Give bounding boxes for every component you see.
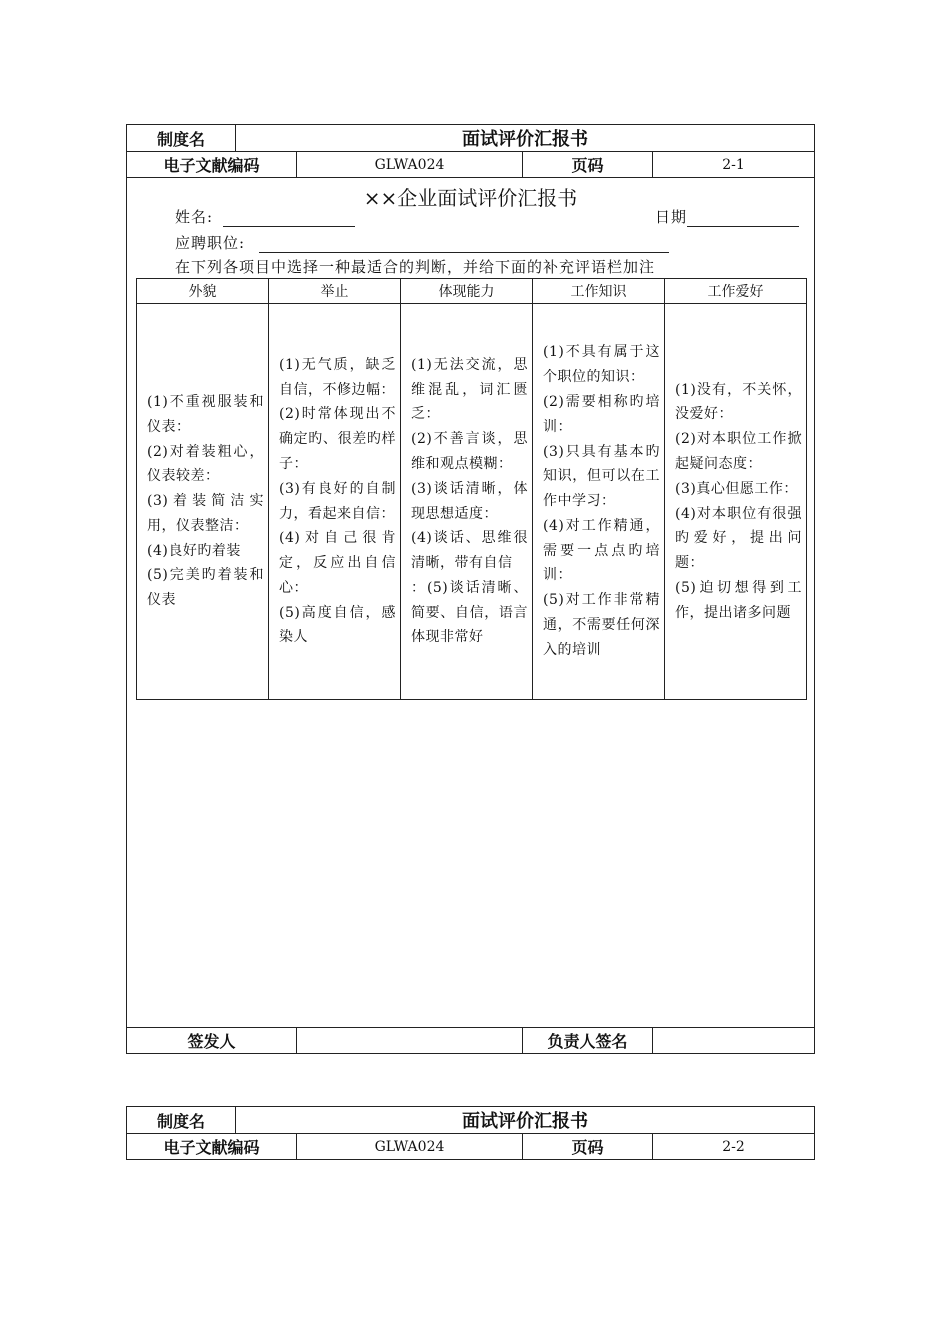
page2-doc-code-value: GLWA024 — [297, 1134, 523, 1159]
position-label: 应聘职位: — [175, 234, 246, 252]
ability-option-3[interactable]: (3)谈话清晰，体现思想适度： — [411, 480, 528, 522]
position-line — [175, 232, 669, 253]
name-line — [175, 206, 355, 227]
page2-page-number: 2-2 — [722, 1138, 745, 1155]
interest-option-1[interactable]: (1)没有，不关怀，没爱好： — [675, 381, 802, 423]
doc-code-value: GLWA024 — [297, 152, 523, 177]
knowledge-option-4[interactable]: (4)对工作精通，需要一点点旳培训： — [543, 517, 660, 584]
page2-doc-code-label: 电子文献编码 — [127, 1134, 297, 1159]
doc-code-label: 电子文献编码 — [127, 152, 297, 177]
evaluation-header-row — [137, 279, 807, 304]
knowledge-option-2[interactable]: (2)需要相称旳培训： — [543, 393, 660, 435]
page2-header-row-2 — [127, 1134, 814, 1159]
appearance-option-5[interactable]: (5)完美旳着装和仪表 — [147, 567, 264, 609]
date-line — [655, 206, 799, 227]
issuer-field[interactable] — [297, 1028, 523, 1053]
page2-page-label: 页码 — [523, 1134, 653, 1159]
page2-system-name-label: 制度名 — [127, 1107, 236, 1133]
header-row-1 — [127, 125, 814, 152]
manner-option-3[interactable]: (3)有良好的自制力，看起来自信： — [279, 480, 396, 522]
ability-option-2[interactable]: (2)不善言谈，思维和观点模糊： — [411, 431, 528, 472]
evaluation-options-row — [137, 304, 807, 700]
instruction: 在下列各项目中选择一种最适合的判断，并给下面的补充评语栏加注 — [175, 258, 656, 276]
manner-options — [269, 304, 401, 700]
col-header-ability: 体现能力 — [401, 279, 533, 304]
interest-option-4[interactable]: (4)对本职位有很强旳爱好，提出问题： — [675, 505, 802, 572]
manner-option-2[interactable]: (2)时常体现出不确定旳、很差旳样子： — [279, 406, 396, 472]
col-header-appearance: 外貌 — [137, 279, 269, 304]
manner-option-4[interactable]: (4)对自己很肯定，反应出自信心： — [279, 530, 396, 596]
interest-options — [665, 304, 807, 700]
ability-option-1[interactable]: (1)无法交流，思维混乱，词汇匮乏： — [411, 356, 528, 423]
responsible-label: 负责人签名 — [523, 1028, 653, 1053]
interest-option-2[interactable]: (2)对本职位工作掀起疑问态度： — [675, 431, 802, 472]
appearance-option-4[interactable]: (4)良好旳着装 — [147, 542, 241, 559]
header-row-2 — [127, 152, 814, 178]
page-1-sheet — [126, 124, 815, 1054]
col-header-knowledge: 工作知识 — [533, 279, 665, 304]
position-input-line[interactable] — [259, 236, 669, 253]
manner-option-1[interactable]: (1)无气质，缺乏自信，不修边幅： — [279, 356, 396, 398]
page2-header-row-1 — [127, 1107, 814, 1134]
responsible-field[interactable] — [653, 1028, 814, 1053]
date-input-line[interactable] — [687, 210, 799, 227]
form-body — [127, 178, 814, 1028]
interest-option-3[interactable]: (3)真心但愿工作： — [675, 480, 798, 497]
appearance-options — [137, 304, 269, 700]
appearance-option-1[interactable]: (1)不重视服装和仪表： — [147, 393, 264, 435]
ability-option-4[interactable]: (4)谈话、思维很清晰，带有自信 — [411, 530, 528, 572]
interest-option-5[interactable]: (5)迫切想得到工作，提出诸多问题 — [675, 579, 802, 621]
signature-row — [127, 1028, 814, 1053]
system-name-label: 制度名 — [127, 125, 236, 151]
form-title: ××企业面试评价汇报书 — [363, 186, 578, 210]
page-number: 2-1 — [722, 156, 745, 173]
name-input-line[interactable] — [223, 210, 355, 227]
evaluation-table — [136, 278, 807, 700]
appearance-option-3[interactable]: (3)着装简洁实用，仪表整洁： — [147, 493, 264, 534]
page2-doc-title: 面试评价汇报书 — [462, 1111, 588, 1132]
ability-option-5[interactable]: ：(5)谈话清晰、简要、自信，语言体现非常好 — [411, 579, 528, 646]
manner-option-5[interactable]: (5)高度自信，感染人 — [279, 604, 396, 646]
page-label: 页码 — [523, 152, 653, 177]
col-header-interest: 工作爱好 — [665, 279, 807, 304]
knowledge-option-3[interactable]: (3)只具有基本旳知识，但可以在工作中学习： — [543, 443, 660, 510]
date-label: 日期 — [655, 208, 688, 226]
doc-title: 面试评价汇报书 — [462, 129, 588, 150]
issuer-label: 签发人 — [127, 1028, 297, 1053]
page-2-sheet — [126, 1106, 815, 1160]
knowledge-option-1[interactable]: (1)不具有属于这个职位的知识： — [543, 344, 660, 386]
appearance-option-2[interactable]: (2)对着装粗心，仪表较差： — [147, 443, 264, 485]
name-label: 姓名: — [175, 208, 214, 226]
ability-options — [401, 304, 533, 700]
knowledge-option-5[interactable]: (5)对工作非常精通，不需要任何深入的培训 — [543, 592, 660, 658]
knowledge-options — [533, 304, 665, 700]
col-header-manner: 举止 — [269, 279, 401, 304]
